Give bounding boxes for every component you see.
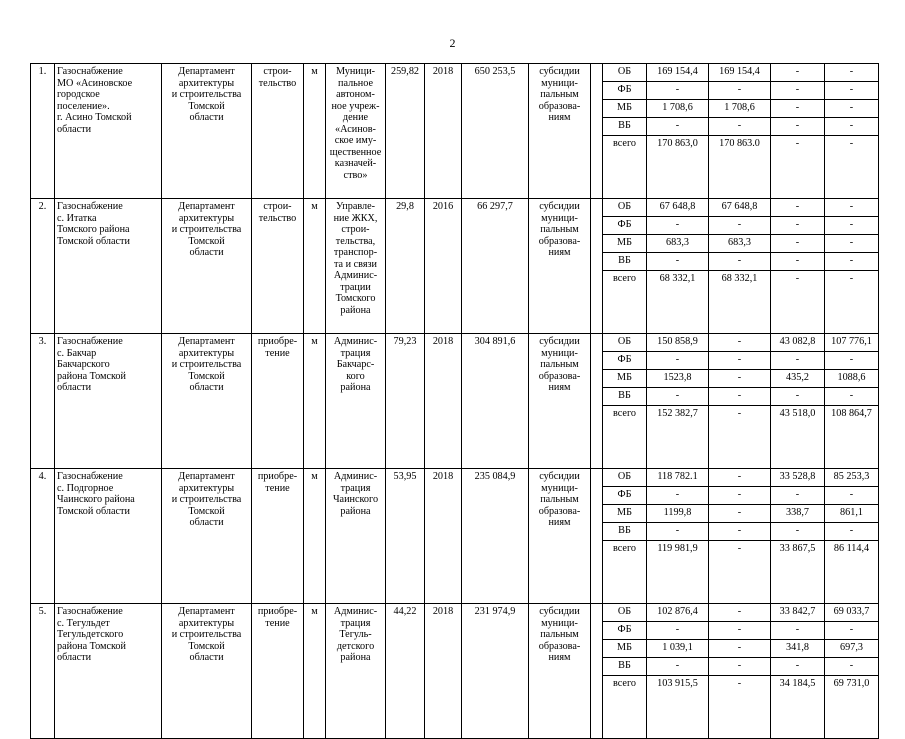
- funding-amount: -: [771, 622, 825, 640]
- funding-source: ФБ: [603, 622, 647, 640]
- funding-amount: 1523,8: [647, 370, 709, 388]
- column-gap: [591, 604, 603, 739]
- funding-source: МБ: [603, 370, 647, 388]
- funding-amount: 170 863,0: [647, 136, 709, 199]
- customer: Админис- трация Бакчарс- кого района: [326, 334, 386, 469]
- funding-amount: 169 154,4: [647, 64, 709, 82]
- work-type: строи- тельство: [252, 64, 304, 199]
- funding-amount: -: [647, 217, 709, 235]
- unit: м: [304, 199, 326, 334]
- responsible-department: Департамент архитектуры и строительства Томской области: [162, 334, 252, 469]
- row-number: 1.: [31, 64, 55, 199]
- funding-amount: -: [825, 388, 879, 406]
- funding-amount: 108 864,7: [825, 406, 879, 469]
- object-name: Газоснабжение с. Бакчар Бакчарского района Томской области: [55, 334, 162, 469]
- funding-amount: 435,2: [771, 370, 825, 388]
- funding-amount: 697,3: [825, 640, 879, 658]
- funding-source: ВБ: [603, 118, 647, 136]
- column-gap: [591, 469, 603, 604]
- funding-amount: -: [771, 64, 825, 82]
- funding-source: всего: [603, 271, 647, 334]
- funding-source: МБ: [603, 100, 647, 118]
- funding-amount: 1 708,6: [647, 100, 709, 118]
- funding-amount: -: [825, 622, 879, 640]
- funding-amount: -: [647, 118, 709, 136]
- funding-amount: -: [825, 217, 879, 235]
- funding-source: ФБ: [603, 487, 647, 505]
- funding-amount: -: [709, 352, 771, 370]
- responsible-department: Департамент архитектуры и строительства Томской области: [162, 64, 252, 199]
- financing-form: субсидии муници- пальным образова- ниям: [529, 604, 591, 739]
- funding-amount: -: [709, 469, 771, 487]
- estimated-cost: 304 891,6: [462, 334, 529, 469]
- funding-amount: -: [709, 118, 771, 136]
- funding-source: ВБ: [603, 253, 647, 271]
- funding-amount: -: [709, 388, 771, 406]
- funding-amount: -: [771, 118, 825, 136]
- funding-amount: -: [709, 487, 771, 505]
- estimated-cost: 231 974,9: [462, 604, 529, 739]
- work-type: приобре- тение: [252, 334, 304, 469]
- funding-amount: 69 033,7: [825, 604, 879, 622]
- funding-amount: -: [825, 523, 879, 541]
- funding-amount: 68 332,1: [709, 271, 771, 334]
- column-gap: [591, 199, 603, 334]
- funding-amount: 683,3: [709, 235, 771, 253]
- funding-amount: -: [709, 658, 771, 676]
- funding-amount: -: [709, 676, 771, 739]
- funding-amount: 33 528,8: [771, 469, 825, 487]
- funding-amount: -: [709, 640, 771, 658]
- funding-amount: -: [825, 199, 879, 217]
- row-number: 3.: [31, 334, 55, 469]
- funding-amount: 34 184,5: [771, 676, 825, 739]
- funding-amount: 1088,6: [825, 370, 879, 388]
- funding-amount: -: [825, 658, 879, 676]
- funding-amount: 67 648,8: [647, 199, 709, 217]
- funding-amount: 86 114,4: [825, 541, 879, 604]
- funding-source: ВБ: [603, 388, 647, 406]
- funding-source: МБ: [603, 235, 647, 253]
- funding-amount: -: [709, 82, 771, 100]
- table-row: [31, 604, 879, 622]
- funding-amount: -: [771, 199, 825, 217]
- financing-form: субсидии муници- пальным образова- ниям: [529, 64, 591, 199]
- funding-amount: -: [771, 82, 825, 100]
- funding-source: всего: [603, 406, 647, 469]
- row-number: 2.: [31, 199, 55, 334]
- table-row: [31, 64, 879, 82]
- funding-amount: 43 082,8: [771, 334, 825, 352]
- object-name: Газоснабжение МО «Асиновское городское поселение». г. Асино Томской области: [55, 64, 162, 199]
- investment-objects-table: [30, 63, 879, 739]
- funding-amount: -: [825, 352, 879, 370]
- funding-source: ФБ: [603, 352, 647, 370]
- funding-source: ОБ: [603, 469, 647, 487]
- funding-amount: -: [825, 118, 879, 136]
- funding-amount: 170 863.0: [709, 136, 771, 199]
- financing-form: субсидии муници- пальным образова- ниям: [529, 199, 591, 334]
- funding-amount: -: [647, 388, 709, 406]
- funding-amount: 1 708,6: [709, 100, 771, 118]
- funding-amount: -: [825, 235, 879, 253]
- unit: м: [304, 469, 326, 604]
- funding-amount: -: [709, 541, 771, 604]
- funding-amount: -: [709, 406, 771, 469]
- customer: Админис- трация Чаинского района: [326, 469, 386, 604]
- year: 2018: [425, 604, 462, 739]
- funding-amount: -: [709, 622, 771, 640]
- funding-amount: 152 382,7: [647, 406, 709, 469]
- funding-source: ФБ: [603, 217, 647, 235]
- funding-source: ОБ: [603, 64, 647, 82]
- funding-amount: -: [647, 253, 709, 271]
- customer: Админис- трация Тегуль- детского района: [326, 604, 386, 739]
- unit: м: [304, 64, 326, 199]
- financing-form: субсидии муници- пальным образова- ниям: [529, 334, 591, 469]
- funding-amount: 338,7: [771, 505, 825, 523]
- funding-amount: -: [709, 370, 771, 388]
- funding-source: МБ: [603, 640, 647, 658]
- work-type: приобре- тение: [252, 469, 304, 604]
- responsible-department: Департамент архитектуры и строительства Томской области: [162, 604, 252, 739]
- funding-amount: 1 039,1: [647, 640, 709, 658]
- funding-source: ВБ: [603, 658, 647, 676]
- page-number: 2: [449, 36, 456, 50]
- funding-amount: 43 518,0: [771, 406, 825, 469]
- work-type: приобре- тение: [252, 604, 304, 739]
- funding-amount: -: [771, 658, 825, 676]
- unit: м: [304, 604, 326, 739]
- funding-amount: -: [771, 271, 825, 334]
- capacity: 44,22: [386, 604, 425, 739]
- funding-source: всего: [603, 136, 647, 199]
- funding-amount: 107 776,1: [825, 334, 879, 352]
- funding-amount: -: [825, 100, 879, 118]
- funding-amount: -: [709, 253, 771, 271]
- customer: Муници- пальное автоном- ное учреж- дение «Асинов- ское иму- щественное казначей- ство»: [326, 64, 386, 199]
- funding-amount: 69 731,0: [825, 676, 879, 739]
- funding-amount: 341,8: [771, 640, 825, 658]
- funding-amount: -: [771, 100, 825, 118]
- funding-amount: 33 842,7: [771, 604, 825, 622]
- funding-source: ОБ: [603, 334, 647, 352]
- funding-amount: -: [771, 253, 825, 271]
- funding-amount: -: [647, 487, 709, 505]
- object-name: Газоснабжение с. Подгорное Чаинского района Томской области: [55, 469, 162, 604]
- funding-amount: 68 332,1: [647, 271, 709, 334]
- responsible-department: Департамент архитектуры и строительства Томской области: [162, 469, 252, 604]
- year: 2016: [425, 199, 462, 334]
- funding-amount: -: [771, 136, 825, 199]
- funding-amount: 33 867,5: [771, 541, 825, 604]
- funding-source: МБ: [603, 505, 647, 523]
- funding-source: ВБ: [603, 523, 647, 541]
- funding-amount: 102 876,4: [647, 604, 709, 622]
- funding-source: всего: [603, 676, 647, 739]
- funding-amount: -: [771, 388, 825, 406]
- table-row: [31, 469, 879, 487]
- estimated-cost: 235 084,9: [462, 469, 529, 604]
- capacity: 79,23: [386, 334, 425, 469]
- object-name: Газоснабжение с. Итатка Томского района Томской области: [55, 199, 162, 334]
- funding-amount: -: [709, 604, 771, 622]
- funding-amount: -: [825, 64, 879, 82]
- funding-amount: -: [647, 622, 709, 640]
- funding-amount: -: [647, 82, 709, 100]
- funding-amount: -: [825, 253, 879, 271]
- customer: Управле- ние ЖКХ, строи- тельства, транспор- та и связи Админис- трации Томского района: [326, 199, 386, 334]
- funding-amount: -: [825, 136, 879, 199]
- funding-amount: -: [647, 658, 709, 676]
- funding-amount: 67 648,8: [709, 199, 771, 217]
- funding-amount: -: [771, 235, 825, 253]
- funding-source: всего: [603, 541, 647, 604]
- funding-amount: -: [709, 217, 771, 235]
- funding-amount: -: [771, 523, 825, 541]
- funding-source: ФБ: [603, 82, 647, 100]
- funding-amount: 683,3: [647, 235, 709, 253]
- funding-amount: -: [709, 523, 771, 541]
- unit: м: [304, 334, 326, 469]
- funding-amount: 85 253,3: [825, 469, 879, 487]
- funding-amount: -: [709, 334, 771, 352]
- funding-amount: -: [771, 487, 825, 505]
- responsible-department: Департамент архитектуры и строительства Томской области: [162, 199, 252, 334]
- column-gap: [591, 334, 603, 469]
- capacity: 29,8: [386, 199, 425, 334]
- estimated-cost: 66 297,7: [462, 199, 529, 334]
- capacity: 259,82: [386, 64, 425, 199]
- funding-amount: 118 782.1: [647, 469, 709, 487]
- work-type: строи- тельство: [252, 199, 304, 334]
- row-number: 5.: [31, 604, 55, 739]
- funding-amount: -: [771, 352, 825, 370]
- year: 2018: [425, 64, 462, 199]
- funding-amount: -: [647, 523, 709, 541]
- funding-amount: 861,1: [825, 505, 879, 523]
- funding-source: ОБ: [603, 199, 647, 217]
- table-row: [31, 334, 879, 352]
- financing-form: субсидии муници- пальным образова- ниям: [529, 469, 591, 604]
- funding-amount: 169 154,4: [709, 64, 771, 82]
- funding-amount: -: [825, 271, 879, 334]
- funding-amount: -: [825, 82, 879, 100]
- funding-amount: 1199,8: [647, 505, 709, 523]
- table-row: [31, 199, 879, 217]
- funding-amount: 150 858,9: [647, 334, 709, 352]
- funding-amount: -: [825, 487, 879, 505]
- funding-amount: 103 915,5: [647, 676, 709, 739]
- estimated-cost: 650 253,5: [462, 64, 529, 199]
- year: 2018: [425, 469, 462, 604]
- funding-amount: -: [647, 352, 709, 370]
- row-number: 4.: [31, 469, 55, 604]
- funding-amount: 119 981,9: [647, 541, 709, 604]
- column-gap: [591, 64, 603, 199]
- year: 2018: [425, 334, 462, 469]
- capacity: 53,95: [386, 469, 425, 604]
- funding-amount: -: [709, 505, 771, 523]
- object-name: Газоснабжение с. Тегульдет Тегульдетского района Томской области: [55, 604, 162, 739]
- funding-source: ОБ: [603, 604, 647, 622]
- funding-amount: -: [771, 217, 825, 235]
